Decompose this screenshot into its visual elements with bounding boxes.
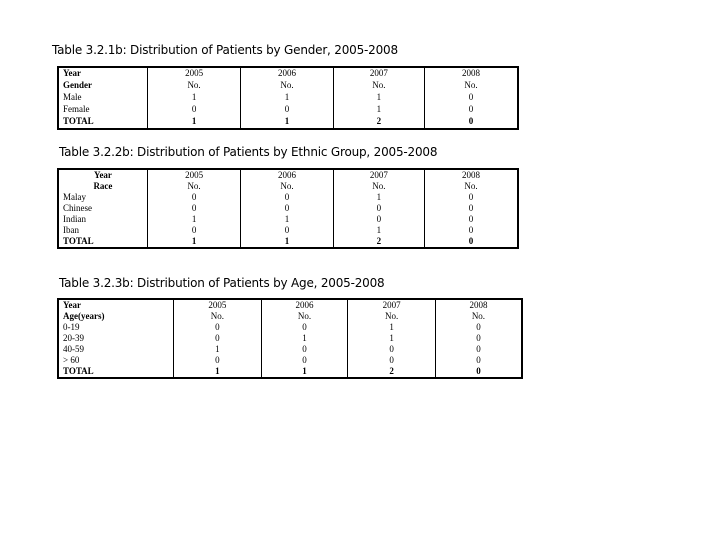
- header-cell: No.: [241, 80, 333, 92]
- row-label: Female: [58, 104, 147, 116]
- header-cell: No.: [425, 80, 518, 92]
- table-cell: 1: [333, 225, 424, 236]
- table-header-row: [58, 311, 522, 322]
- total-row: [58, 116, 518, 129]
- ethnic-table: [57, 168, 519, 249]
- table-cell: 0: [147, 192, 240, 203]
- table-header-row: [58, 67, 518, 80]
- row-label: TOTAL: [58, 116, 147, 129]
- header-cell: No.: [425, 181, 518, 192]
- table-cell: 0: [348, 355, 436, 366]
- header-cell: 2007: [333, 169, 424, 181]
- table-row: [58, 333, 522, 344]
- table-row: [58, 225, 518, 236]
- table-caption-gender: Table 3.2.1b: Distribution of Patients by Gender, 2005-2008: [52, 43, 398, 57]
- header-cell: 2005: [147, 169, 240, 181]
- row-label: TOTAL: [58, 236, 147, 248]
- row-label: Indian: [58, 214, 147, 225]
- table-cell: 0: [425, 92, 518, 104]
- table-cell: 0: [241, 104, 333, 116]
- header-cell: 2007: [348, 299, 436, 311]
- table-row: [58, 104, 518, 116]
- table-cell: 1: [241, 236, 333, 248]
- table-cell: 0: [261, 355, 348, 366]
- table-row: [58, 355, 522, 366]
- header-cell: Race: [58, 181, 147, 192]
- table-cell: 1: [348, 333, 436, 344]
- table-caption-ethnic: Table 3.2.2b: Distribution of Patients by Ethnic Group, 2005-2008: [59, 145, 438, 159]
- table-cell: 1: [333, 104, 424, 116]
- table-cell: 0: [241, 192, 333, 203]
- table-header-row: [58, 169, 518, 181]
- table-cell: 0: [174, 322, 262, 333]
- header-cell: Year: [58, 67, 147, 80]
- table-row: [58, 344, 522, 355]
- table-cell: 0: [425, 225, 518, 236]
- table-header-row: [58, 80, 518, 92]
- table-cell: 0: [333, 203, 424, 214]
- table-cell: 0: [425, 116, 518, 129]
- table-cell: 1: [241, 214, 333, 225]
- header-cell: Age(years): [58, 311, 174, 322]
- row-label: Iban: [58, 225, 147, 236]
- gender-table: [57, 66, 519, 130]
- table-cell: 1: [147, 116, 240, 129]
- table-cell: 0: [348, 344, 436, 355]
- table-cell: 1: [174, 366, 262, 378]
- table-cell: 1: [174, 344, 262, 355]
- header-cell: Year: [58, 169, 147, 181]
- header-cell: No.: [147, 181, 240, 192]
- table-cell: 1: [333, 192, 424, 203]
- table-cell: 1: [147, 214, 240, 225]
- table-cell: 0: [261, 322, 348, 333]
- table-cell: 0: [261, 344, 348, 355]
- table-cell: 0: [435, 322, 522, 333]
- table-cell: 0: [435, 333, 522, 344]
- table-cell: 1: [241, 92, 333, 104]
- table-cell: 2: [333, 236, 424, 248]
- table-cell: 0: [425, 214, 518, 225]
- header-cell: No.: [435, 311, 522, 322]
- table-cell: 0: [435, 366, 522, 378]
- row-label: TOTAL: [58, 366, 174, 378]
- table-cell: 0: [435, 355, 522, 366]
- header-cell: No.: [241, 181, 333, 192]
- table-header-row: [58, 181, 518, 192]
- header-cell: 2007: [333, 67, 424, 80]
- table-cell: 0: [174, 355, 262, 366]
- row-label: > 60: [58, 355, 174, 366]
- header-cell: Gender: [58, 80, 147, 92]
- header-cell: 2005: [174, 299, 262, 311]
- table-cell: 1: [147, 92, 240, 104]
- table-cell: 0: [147, 203, 240, 214]
- table-cell: 0: [425, 192, 518, 203]
- header-cell: 2008: [425, 67, 518, 80]
- table-cell: 0: [147, 225, 240, 236]
- row-label: 0-19: [58, 322, 174, 333]
- table-cell: 1: [241, 116, 333, 129]
- header-cell: No.: [261, 311, 348, 322]
- table-cell: 2: [333, 116, 424, 129]
- table-header-row: [58, 299, 522, 311]
- table-cell: 0: [425, 104, 518, 116]
- table-cell: 1: [261, 366, 348, 378]
- row-label: 20-39: [58, 333, 174, 344]
- table-row: [58, 192, 518, 203]
- header-cell: 2006: [241, 169, 333, 181]
- header-cell: 2008: [435, 299, 522, 311]
- age-table: [57, 298, 523, 379]
- table-cell: 1: [261, 333, 348, 344]
- row-label: Chinese: [58, 203, 147, 214]
- row-label: Malay: [58, 192, 147, 203]
- header-cell: No.: [333, 80, 424, 92]
- header-cell: No.: [174, 311, 262, 322]
- header-cell: 2005: [147, 67, 240, 80]
- header-cell: No.: [147, 80, 240, 92]
- table-cell: 1: [348, 322, 436, 333]
- table-caption-age: Table 3.2.3b: Distribution of Patients by Age, 2005-2008: [59, 276, 385, 290]
- table-cell: 0: [333, 214, 424, 225]
- table-row: [58, 214, 518, 225]
- header-cell: No.: [333, 181, 424, 192]
- table-cell: 1: [333, 92, 424, 104]
- table-cell: 0: [241, 225, 333, 236]
- header-cell: 2008: [425, 169, 518, 181]
- header-cell: Year: [58, 299, 174, 311]
- table-cell: 0: [241, 203, 333, 214]
- table-cell: 0: [435, 344, 522, 355]
- total-row: [58, 366, 522, 378]
- table-cell: 0: [147, 104, 240, 116]
- table-cell: 2: [348, 366, 436, 378]
- table-cell: 0: [425, 236, 518, 248]
- table-cell: 1: [147, 236, 240, 248]
- row-label: Male: [58, 92, 147, 104]
- header-cell: No.: [348, 311, 436, 322]
- table-row: [58, 92, 518, 104]
- total-row: [58, 236, 518, 248]
- table-row: [58, 203, 518, 214]
- table-cell: 0: [425, 203, 518, 214]
- row-label: 40-59: [58, 344, 174, 355]
- table-cell: 0: [174, 333, 262, 344]
- header-cell: 2006: [261, 299, 348, 311]
- header-cell: 2006: [241, 67, 333, 80]
- table-row: [58, 322, 522, 333]
